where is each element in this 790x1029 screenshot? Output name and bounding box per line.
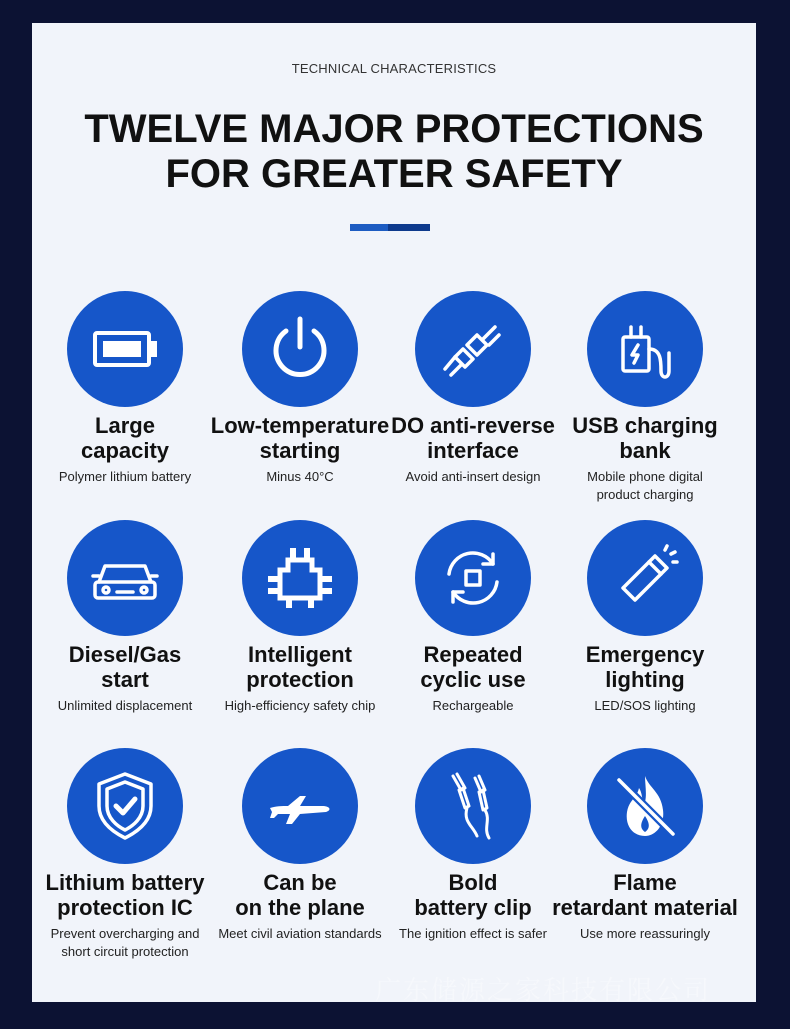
feature-title: Low-temperature bbox=[210, 413, 390, 438]
feature-desc: The ignition effect is safer bbox=[399, 926, 547, 941]
chip-icon bbox=[242, 520, 358, 636]
cycle-icon bbox=[415, 520, 531, 636]
feature-title: starting bbox=[259, 438, 341, 463]
feature-title: lighting bbox=[605, 667, 685, 692]
feature-title: start bbox=[101, 667, 149, 692]
no-fire-icon bbox=[587, 748, 703, 864]
eyebrow-label: TECHNICAL CHARACTERISTICS bbox=[291, 61, 497, 76]
feature-desc: LED/SOS lighting bbox=[594, 698, 696, 713]
feature-title: Lithium battery bbox=[45, 870, 205, 895]
airplane-icon bbox=[242, 748, 358, 864]
feature-emergency-lighting bbox=[550, 520, 740, 715]
feature-title: Can be bbox=[263, 870, 337, 895]
feature-title: Large bbox=[95, 413, 155, 438]
feature-intelligent-protection bbox=[205, 520, 395, 715]
feature-on-plane bbox=[205, 748, 395, 943]
watermark-text: 广东储源之家科技有限公司 bbox=[375, 975, 712, 1005]
content-panel bbox=[32, 23, 756, 1002]
flashlight-icon bbox=[587, 520, 703, 636]
power-icon bbox=[242, 291, 358, 407]
feature-title: Intelligent bbox=[248, 642, 352, 667]
title-line-2: FOR GREATER SAFETY bbox=[165, 152, 623, 196]
feature-title: Emergency bbox=[585, 642, 705, 667]
feature-title: interface bbox=[427, 438, 519, 463]
feature-title: Bold bbox=[448, 870, 498, 895]
title-accent-bar bbox=[350, 224, 430, 231]
feature-title: battery clip bbox=[414, 895, 532, 920]
title-line-1: TWELVE MAJOR PROTECTIONS bbox=[84, 107, 704, 151]
feature-desc: Mobile phone digital bbox=[587, 469, 703, 484]
feature-title: Repeated bbox=[423, 642, 523, 667]
feature-title: Flame bbox=[613, 870, 677, 895]
feature-large-capacity bbox=[30, 291, 220, 486]
feature-desc: Avoid anti-insert design bbox=[405, 469, 541, 484]
car-icon bbox=[67, 520, 183, 636]
feature-title: capacity bbox=[80, 438, 170, 463]
feature-desc: Rechargeable bbox=[432, 698, 514, 713]
feature-title: protection bbox=[246, 667, 354, 692]
feature-desc: High-efficiency safety chip bbox=[224, 698, 376, 713]
battery-clip-icon bbox=[415, 748, 531, 864]
usb-charger-icon bbox=[587, 291, 703, 407]
feature-low-temperature bbox=[205, 291, 395, 486]
feature-cyclic-use bbox=[378, 520, 568, 715]
feature-battery-clip bbox=[378, 748, 568, 943]
feature-anti-reverse bbox=[378, 291, 568, 486]
feature-desc: product charging bbox=[596, 487, 694, 502]
feature-title: retardant material bbox=[552, 895, 738, 920]
feature-title: Diesel/Gas bbox=[68, 642, 182, 667]
feature-desc: Unlimited displacement bbox=[57, 698, 193, 713]
page-title bbox=[32, 107, 756, 197]
feature-desc: Meet civil aviation standards bbox=[218, 926, 382, 941]
feature-usb-charging bbox=[550, 291, 740, 504]
feature-desc: short circuit protection bbox=[61, 944, 189, 959]
plug-icon bbox=[415, 291, 531, 407]
feature-title: protection IC bbox=[57, 895, 193, 920]
feature-desc: Minus 40°C bbox=[266, 469, 334, 484]
feature-diesel-gas bbox=[30, 520, 220, 715]
feature-desc: Use more reassuringly bbox=[579, 926, 711, 941]
feature-title: DO anti-reverse bbox=[391, 413, 555, 438]
feature-title: cyclic use bbox=[420, 667, 526, 692]
shield-check-icon bbox=[67, 748, 183, 864]
feature-title: USB charging bbox=[572, 413, 718, 438]
feature-title: on the plane bbox=[235, 895, 365, 920]
feature-flame-retardant bbox=[550, 748, 740, 943]
feature-desc: Polymer lithium battery bbox=[58, 469, 192, 484]
battery-icon bbox=[67, 291, 183, 407]
feature-title: bank bbox=[619, 438, 671, 463]
feature-desc: Prevent overcharging and bbox=[50, 926, 200, 941]
feature-lithium-ic bbox=[30, 748, 220, 961]
